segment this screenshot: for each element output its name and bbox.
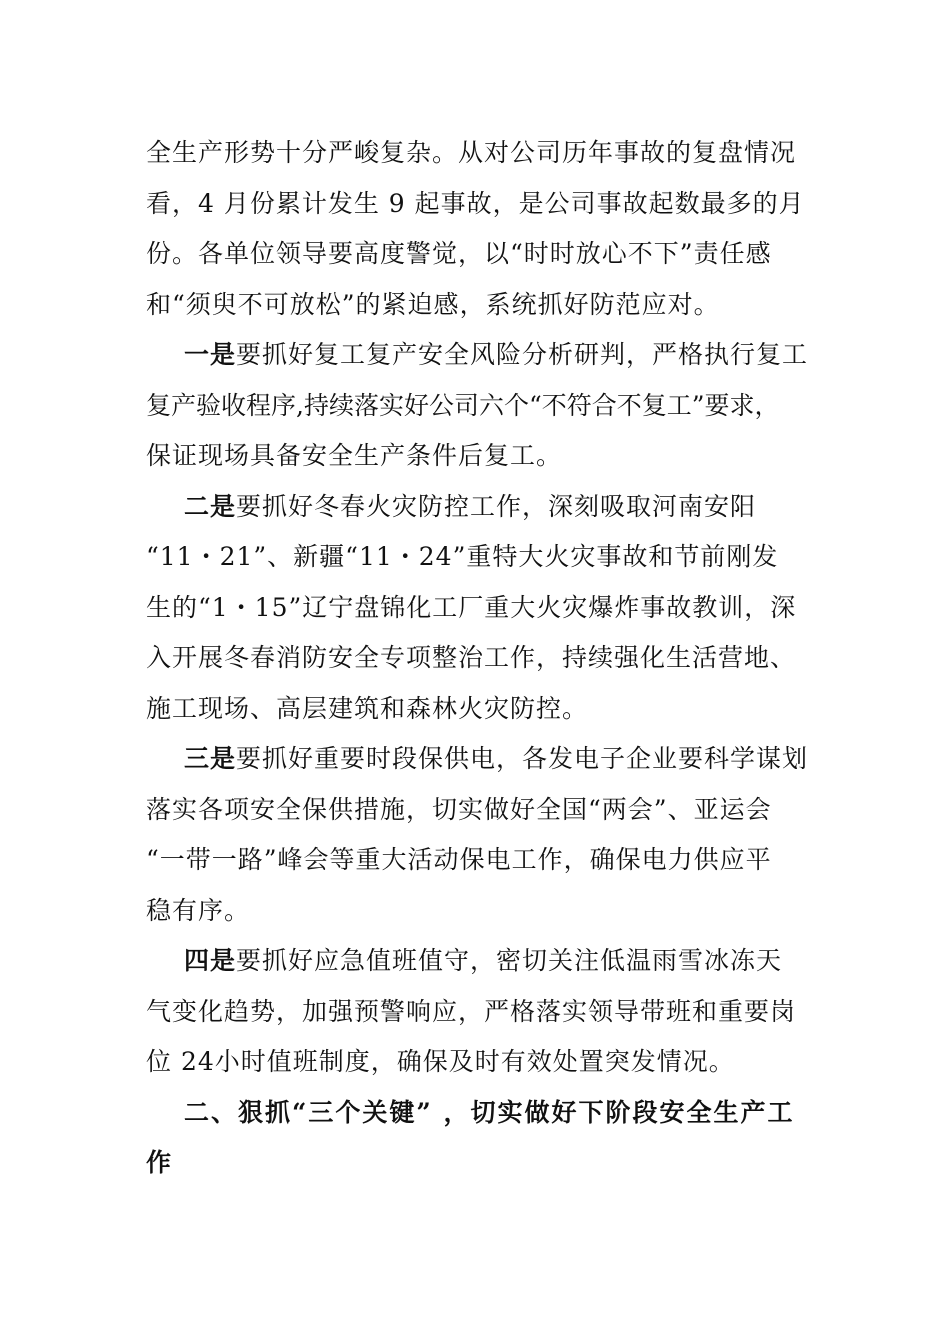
paragraph-line: 看，4 月份累计发生 9 起事故，是公司事故起数最多的月 <box>146 188 805 218</box>
paragraph-line: 位 24小时值班制度，确保及时有效处置突发情况。 <box>146 1047 735 1076</box>
paragraph-line: “11・21”、新疆“11・24”重特大火灾事故和节前刚发 <box>146 542 779 571</box>
paragraph-item-3 <box>146 734 811 936</box>
paragraph-line: 和“须臾不可放松”的紧迫感，系统抓好防范应对。 <box>146 289 720 319</box>
paragraph-line-text: 要抓好重要时段保供电，各发电子企业要科学谋划 <box>236 744 809 773</box>
paragraph-line-text: 要抓好冬春火灾防控工作，深刻吸取河南安阳 <box>236 491 757 521</box>
paragraph-lead: 三是 <box>184 744 237 773</box>
paragraph-line: 施工现场、高层建筑和森林火灾防控。 <box>146 693 589 723</box>
paragraph-lead: 二是 <box>184 491 237 521</box>
paragraph-lead: 一是 <box>184 340 237 369</box>
paragraph-first-line <box>146 936 811 987</box>
paragraph-intro <box>146 128 811 330</box>
paragraph-line: 保证现场具备安全生产条件后复工。 <box>146 441 563 470</box>
paragraph-line: “一带一路”峰会等重大活动保电工作，确保电力供应平 <box>146 845 772 874</box>
paragraph-line-text: 要抓好复工复产安全风险分析研判，严格执行复工 <box>236 340 809 369</box>
paragraph-line: 份。各单位领导要高度警觉，以“时时放心不下”责任感 <box>146 239 772 268</box>
paragraph-line-text: 要抓好应急值班值守，密切关注低温雨雪冰冻天 <box>236 946 783 975</box>
paragraph-line: 稳有序。 <box>146 895 251 925</box>
paragraph-line: 气变化趋势，加强预警响应，严格落实领导带班和重要岗 <box>146 996 797 1026</box>
paragraph-item-1 <box>146 330 811 482</box>
paragraph-line: 入开展冬春消防安全专项整治工作，持续强化生活营地、 <box>146 643 797 672</box>
section-heading-line: 二、狠抓“三个关键” ，切实做好下阶段安全生产工 <box>184 1097 795 1127</box>
paragraph-line: 落实各项安全保供措施，切实做好全国“两会”、亚运会 <box>146 794 772 824</box>
paragraph-first-line <box>146 330 811 381</box>
paragraph-line: 全生产形势十分严峻复杂。从对公司历年事故的复盘情况 <box>146 138 797 167</box>
paragraph-line: 复产验收程序,持续落实好公司六个“不符合不复工”要求， <box>146 390 780 420</box>
section-heading-2 <box>146 1088 811 1189</box>
paragraph-first-line <box>146 734 811 785</box>
section-heading-line: 作 <box>146 1148 174 1177</box>
document-body <box>146 128 811 1189</box>
paragraph-line: 生的“1・15”辽宁盘锦化工厂重大火灾爆炸事故教训，深 <box>146 592 797 622</box>
paragraph-first-line <box>146 482 811 533</box>
paragraph-lead: 四是 <box>184 946 237 975</box>
paragraph-item-2 <box>146 482 811 735</box>
paragraph-item-4 <box>146 936 811 1088</box>
